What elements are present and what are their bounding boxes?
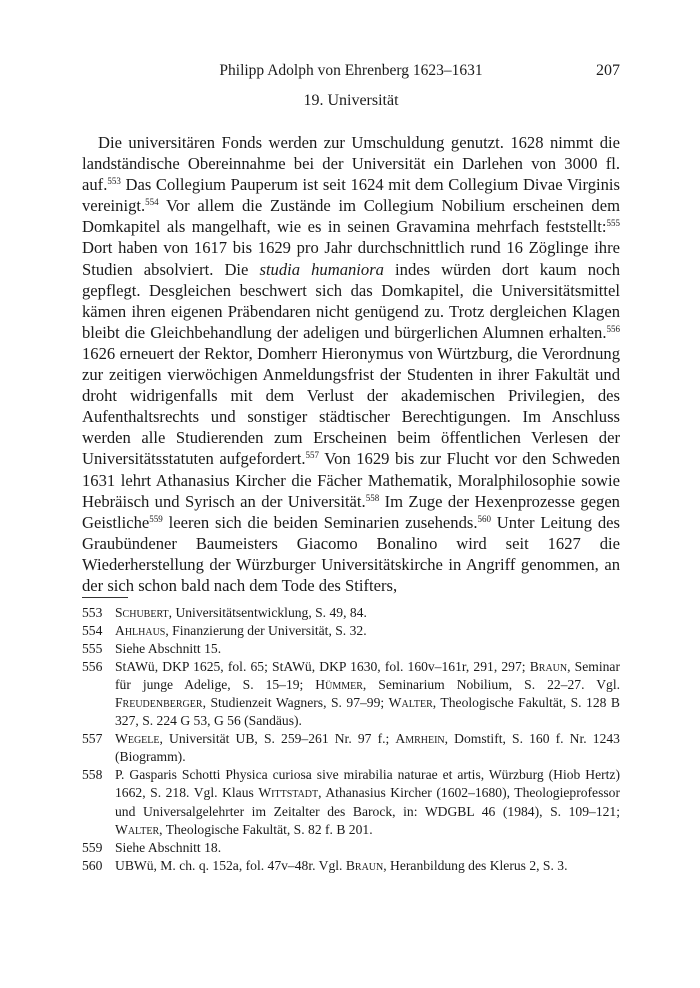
footnote-separator [82,597,128,598]
body-text: indes würden dort kaum noch gepflegt. Desgleichen beschwert sich das Domkapitel, die Universitätsmittel kämen ihren eigenen Präbendaren nicht genügend zu. Trotz dergleichen Klagen bleibt die Gleichbehandlung der adeligen und bürgerlichen Alumnen erhalten. [82,259,620,342]
author-name: Freudenberger [115,695,203,711]
footnote-text: , Universitätsentwicklung, S. 49, 84. [168,605,367,620]
body-text: Dort haben von 1617 bis 1629 pro Jahr durchschnittlich rund 16 Zöglinge ihre Studien absolviert. Die [82,238,620,279]
footnote-560 [82,857,620,875]
footnote-text: , Athanasius Kircher (1602–1680), Theologieprofessor und Universalgelehrter im Zeitalter des Barock, in: WDGBL 46 (1984), S. 109–121; [115,785,620,819]
footnote-number: 560 [82,857,103,873]
running-head [82,62,620,84]
footnote-number: 559 [82,839,103,855]
author-name: Ahlhaus [115,623,166,639]
footnote-554 [82,622,620,640]
author-name: Schubert [115,605,169,620]
body-text: Vor allem die Zustände im Collegium Nobilium erscheinen dem Domkapitel als mangelhaft, wie es in seinen Gravamina mehrfach feststellt: [82,196,620,237]
footnote-555 [82,640,620,658]
section-title: 19. Universität [303,92,399,109]
author-name: Braun [529,659,568,675]
body-paragraph [82,132,620,596]
body-text: Von 1629 bis zur Flucht vor den Schweden 1631 lehrt Athanasius Kircher die Fächer Mathematik, Moralphilosophie sowie Hebräisch und Syrisch an der Universität. [82,449,620,511]
footnote-558 [82,766,620,838]
footnote-ref-560[interactable]: 560 [477,513,491,524]
body-text: Die universitären Fonds werden zur Umschuldung genutzt. 1628 nimmt die landständische Obereinnahme bei der Universität ein Darlehen von 3000 fl. auf. [82,133,620,195]
footnote-text: , Studienzeit Wagners, S. 97–99; [202,695,389,711]
footnote-ref-557[interactable]: 557 [305,450,319,461]
footnote-556 [82,658,620,730]
footnote-text: , Seminar für junge Adelige, S. 15–19; [115,659,620,693]
footnote-ref-555[interactable]: 555 [606,218,620,229]
body-text: 1626 erneuert der Rektor, Domherr Hieronymus von Würtzburg, die Verordnung zur zeitigen vierwöchigen Anmeldungsfrist der Studenten in ihrer Fakultät und droht widrigenfalls mit dem Verlust der akademischen Privilegien, des Aufenthaltsrechts und sonstiger städtischer Berechtigungen. Im Anschluss werden alle Studierenden zum Erscheinen beim öffentlichen Verlesen der Universitätsstatuten aufgefordert. [82,343,620,469]
body-italic: studia humaniora [259,259,384,279]
author-name: Braun [345,857,384,873]
footnote-text: , Theologische Fakultät, S. 128 B 327, S. 224 G 53, G 56 (Sandäus). [115,695,620,729]
footnote-number: 555 [82,641,103,657]
footnote-text: Siehe Abschnitt 18. [115,839,222,855]
footnote-text: , Domstift, S. 160 f. Nr. 1243 (Biogramm). [115,731,620,765]
footnote-text: UBWü, M. ch. q. 152a, fol. 47v–48r. Vgl. [115,857,346,873]
footnote-ref-559[interactable]: 559 [149,513,163,524]
author-name: Hümmer [315,677,363,693]
footnote-number: 553 [82,605,103,620]
author-name: Amrhein [395,731,445,747]
author-name: Walter [115,821,160,837]
footnote-559 [82,839,620,857]
author-name: Wegele [115,731,160,747]
footnote-ref-556[interactable]: 556 [606,323,620,334]
footnote-text: , Heranbildung des Klerus 2, S. 3. [383,857,568,873]
running-title: Philipp Adolph von Ehrenberg 1623–1631 [219,62,483,79]
footnote-number: 557 [82,731,103,747]
footnotes [82,604,620,875]
footnote-text: StAWü, DKP 1625, fol. 65; StAWü, DKP 1630, fol. 160v–161r, 291, 297; [115,659,530,675]
body-text: Das Collegium Pauperum ist seit 1624 mit dem Collegium Divae Virginis vereinigt. [82,175,620,216]
footnote-text: P. Gasparis Schotti Physica curiosa sive mirabilia naturae et artis, Würzburg (Hiob Hertz) 1662, S. 218. Vgl. Klaus [115,767,620,801]
footnote-ref-554[interactable]: 554 [145,197,159,208]
footnote-ref-553[interactable]: 553 [107,176,121,187]
footnote-number: 554 [82,623,103,639]
author-name: Wittstadt [258,785,319,801]
footnote-557 [82,730,620,766]
footnote-text: , Seminarium Nobilium, S. 22–27. Vgl. [362,677,620,693]
body-text: Im Zuge der Hexenprozesse gegen Geistliche [82,491,620,532]
body-text: leeren sich die beiden Seminarien zusehends. [162,512,478,532]
footnote-ref-558[interactable]: 558 [365,492,380,503]
footnote-number: 556 [82,659,103,675]
footnote-text: , Universität UB, S. 259–261 Nr. 97 f.; [159,731,396,747]
footnote-number: 558 [82,767,103,783]
footnote-text: , Finanzierung der Universität, S. 32. [165,623,367,639]
body-text: Unter Leitung des Graubündener Baumeisters Giacomo Bonalino wird seit 1627 die Wiederherstellung der Würzburger Universitätskirche in Angriff genommen, an der sich schon bald nach dem Tode des Stifters, [82,512,620,595]
footnote-553 [82,604,620,622]
footnote-text: , Theologische Fakultät, S. 82 f. B 201. [159,821,373,837]
footnote-text: Siehe Abschnitt 15. [115,641,222,657]
author-name: Walter [388,695,433,711]
page-number: 207 [596,62,620,79]
